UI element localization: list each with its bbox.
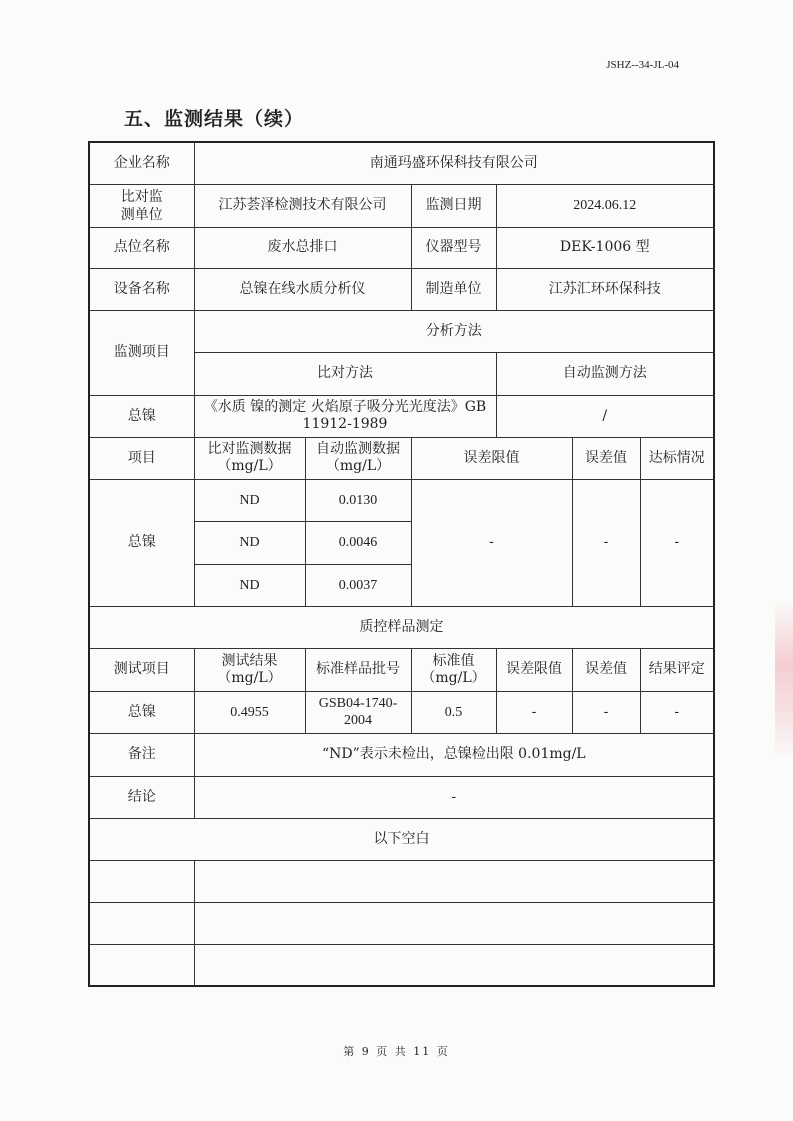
company-label: 企业名称: [89, 142, 194, 184]
qc-header-error-value: 误差值: [572, 648, 640, 691]
seal-stamp-edge: [775, 600, 793, 760]
analysis-method-label: 分析方法: [194, 310, 714, 352]
compare-unit-label: 比对监 测单位: [89, 184, 194, 227]
auto-value-3: 0.0037: [305, 564, 411, 606]
device-name-value: 总镍在线水质分析仪: [194, 268, 411, 310]
compare-value-1: ND: [194, 479, 305, 521]
auto-value-1: 0.0130: [305, 479, 411, 521]
header-error-limit: 误差限值: [411, 437, 572, 479]
compare-value-2: ND: [194, 521, 305, 564]
empty-cell: [89, 860, 194, 902]
remarks-label: 备注: [89, 733, 194, 776]
header-item: 项目: [89, 437, 194, 479]
header-auto-data: 自动监测数据（mg/L）: [305, 437, 411, 479]
compare-method-label: 比对方法: [194, 352, 496, 395]
empty-cell: [89, 944, 194, 986]
qc-error-limit: -: [496, 691, 572, 733]
method-item: 总镍: [89, 395, 194, 437]
auto-method-value: /: [496, 395, 714, 437]
remarks-value: “ND”表示未检出，总镍检出限 0.01mg/L: [194, 733, 714, 776]
page-footer: 第 9 页 共 11 页: [343, 1045, 450, 1058]
error-limit-value: -: [411, 479, 572, 606]
empty-cell: [194, 944, 714, 986]
qc-item: 总镍: [89, 691, 194, 733]
manufacturer-value: 江苏汇环环保科技: [496, 268, 714, 310]
blank-note: 以下空白: [89, 818, 714, 860]
monitor-date-label: 监测日期: [411, 184, 496, 227]
point-name-value: 废水总排口: [194, 227, 411, 268]
error-value: -: [572, 479, 640, 606]
header-error-value: 误差值: [572, 437, 640, 479]
point-name-label: 点位名称: [89, 227, 194, 268]
qc-title: 质控样品测定: [89, 606, 714, 648]
manufacturer-label: 制造单位: [411, 268, 496, 310]
empty-cell: [194, 860, 714, 902]
empty-cell: [194, 902, 714, 944]
qc-result: 0.4955: [194, 691, 305, 733]
qc-standard: 0.5: [411, 691, 496, 733]
conclusion-value: -: [194, 776, 714, 818]
compare-method-value: 《水质 镍的测定 火焰原子吸分光光度法》GB 11912-1989: [194, 395, 496, 437]
compare-item: 总镍: [89, 479, 194, 606]
qc-batch: GSB04-1740-2004: [305, 691, 411, 733]
qc-evaluation: -: [640, 691, 714, 733]
qc-header-result: 测试结果（mg/L）: [194, 648, 305, 691]
instrument-model-value: DEK-1006 型: [496, 227, 714, 268]
qc-error-value: -: [572, 691, 640, 733]
empty-cell: [89, 902, 194, 944]
device-name-label: 设备名称: [89, 268, 194, 310]
header-compare-data: 比对监测数据（mg/L）: [194, 437, 305, 479]
compare-unit-value: 江苏荟泽检测技术有限公司: [194, 184, 411, 227]
monitoring-results-table: [88, 141, 713, 983]
auto-method-label: 自动监测方法: [496, 352, 714, 395]
qc-header-error-limit: 误差限值: [496, 648, 572, 691]
qc-header-standard: 标准值（mg/L）: [411, 648, 496, 691]
qc-header-evaluation: 结果评定: [640, 648, 714, 691]
compare-value-3: ND: [194, 564, 305, 606]
header-compliance: 达标情况: [640, 437, 714, 479]
monitor-date-value: 2024.06.12: [496, 184, 714, 227]
instrument-model-label: 仪器型号: [411, 227, 496, 268]
compliance-value: -: [640, 479, 714, 606]
document-code: JSHZ--34-JL-04: [606, 59, 679, 71]
section-title: 五、监测结果（续）: [124, 108, 305, 130]
qc-header-item: 测试项目: [89, 648, 194, 691]
auto-value-2: 0.0046: [305, 521, 411, 564]
monitor-item-label: 监测项目: [89, 310, 194, 395]
conclusion-label: 结论: [89, 776, 194, 818]
company-value: 南通玛盛环保科技有限公司: [194, 142, 714, 184]
qc-header-batch: 标准样品批号: [305, 648, 411, 691]
